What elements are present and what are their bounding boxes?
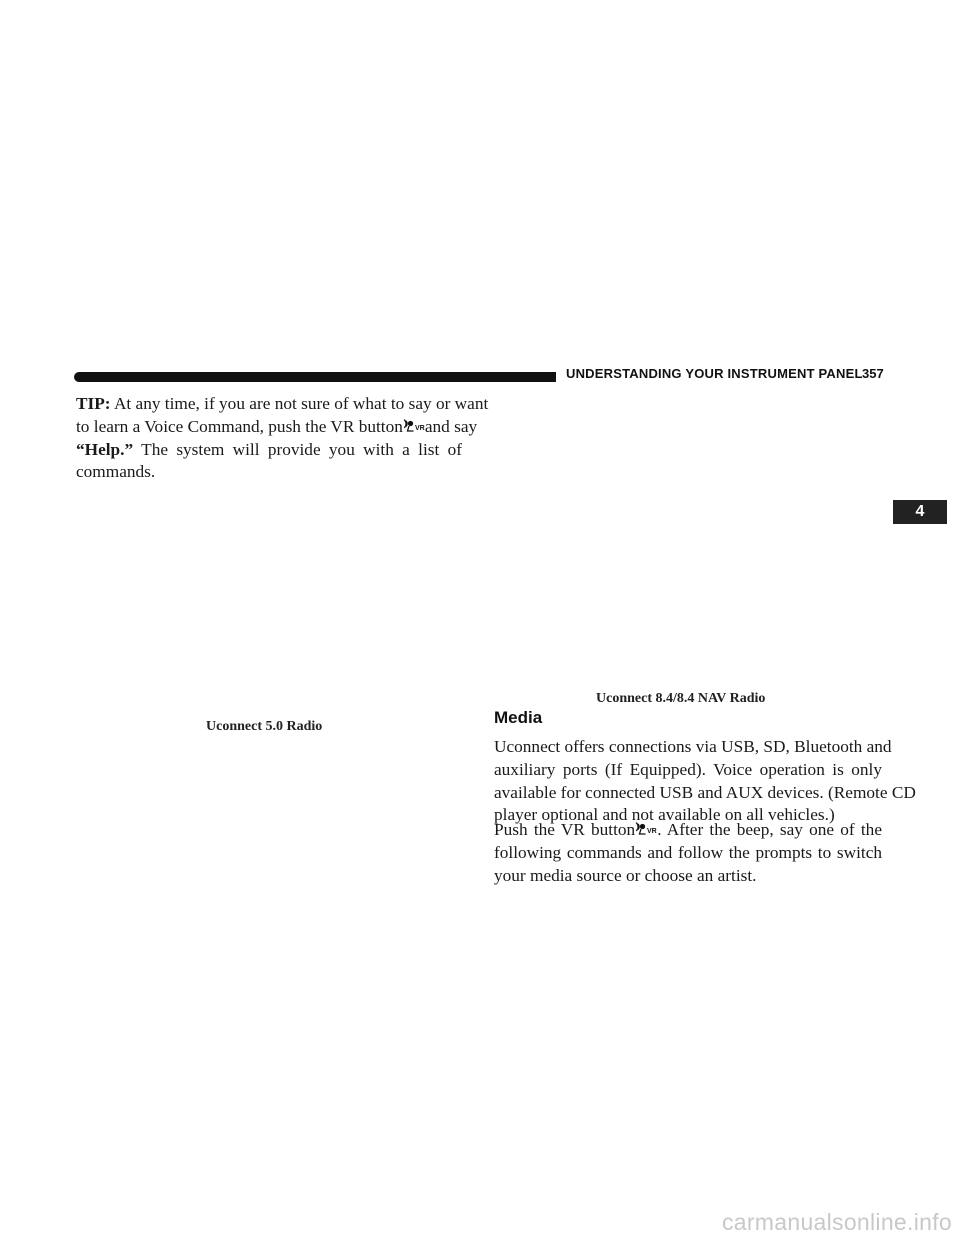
media-paragraph-1 <box>494 736 916 827</box>
media-p1-line: available for connected USB and AUX devices. (Remote CD <box>494 782 916 802</box>
media-paragraph-2 <box>494 819 882 887</box>
tip-text-2a: to learn a Voice Command, push the VR button <box>76 416 403 436</box>
caption-uconnect-8-4: Uconnect 8.4/8.4 NAV Radio <box>596 691 766 706</box>
tip-text-2b: and say <box>424 416 478 436</box>
media-heading: Media <box>494 708 543 727</box>
voice-recognition-icon <box>635 821 657 837</box>
tip-text-1: At any time, if you are not sure of what to say or want <box>113 394 489 413</box>
caption-uconnect-5: Uconnect 5.0 Radio <box>206 719 323 734</box>
media-p1-line: auxiliary ports (If Equipped). Voice operation is only <box>494 759 882 779</box>
media-p2-text-1b: . After the beep, say one of the <box>657 820 882 839</box>
svg-text:VR: VR <box>647 828 657 835</box>
media-p1-line: player optional and not available on all vehicles.) <box>494 805 835 825</box>
svg-text:VR: VR <box>414 424 425 432</box>
media-p1-line: Uconnect offers connections via USB, SD, Bluetooth and <box>494 737 892 756</box>
media-p2-text-1a: Push the VR button <box>494 820 636 839</box>
watermark: carmanualsonline.info <box>721 1209 952 1235</box>
tip-text-3: The system will provide you with a list of <box>141 439 462 459</box>
media-p2-line-1 <box>494 819 882 842</box>
tip-label: TIP: <box>76 394 111 413</box>
tip-line-2 <box>76 416 478 439</box>
voice-recognition-icon <box>403 418 425 434</box>
media-p2-line-3: your media source or choose an artist. <box>494 865 757 885</box>
header-rule-right <box>458 372 556 382</box>
tip-line-3 <box>76 439 462 462</box>
media-p2-line-2: following commands and follow the prompts to switch <box>494 842 882 862</box>
help-command: “Help.” <box>76 439 134 459</box>
chapter-tab: 4 <box>893 500 947 524</box>
header-rule-left <box>74 372 458 382</box>
section-title: UNDERSTANDING YOUR INSTRUMENT PANEL <box>566 366 863 381</box>
tip-paragraph <box>76 393 489 484</box>
tip-line-1 <box>76 393 489 416</box>
tip-line-4: commands. <box>76 462 156 482</box>
page-number: 357 <box>862 366 884 381</box>
